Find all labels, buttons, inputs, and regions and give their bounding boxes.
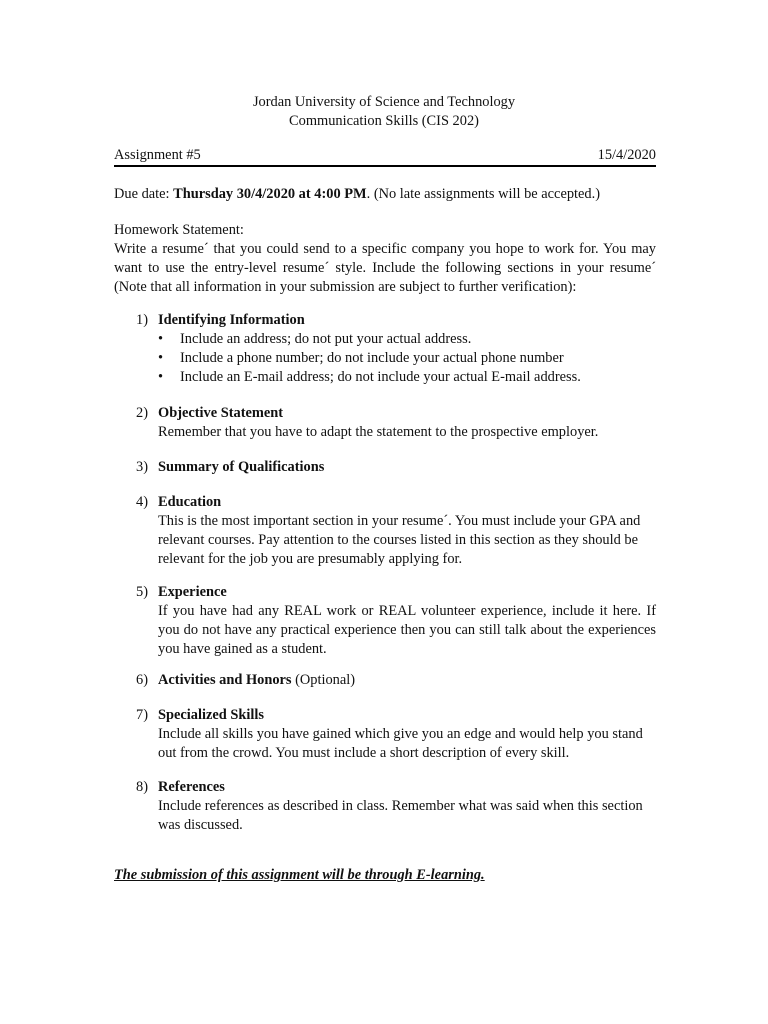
- homework-text: Write a resume´ that you could send to a specific company you hope to work for. You may want to use the entry-level resume´ style. Include the following sections in your resume´ (Note that all information in your submission are subject to further verification):: [114, 241, 656, 295]
- section-title: Education: [158, 494, 222, 510]
- assignment-row: [114, 146, 656, 167]
- section-number: 8): [136, 779, 148, 795]
- section-text: This is the most important section in your resume´. You must include your GPA and relevant courses. Pay attention to the courses listed in this section as they should be relevant for the job you are presumably applying for.: [158, 513, 641, 567]
- section-number: 7): [136, 707, 148, 723]
- section-references: [136, 778, 656, 835]
- section-specialized-skills: [136, 706, 656, 763]
- section-number: 6): [136, 672, 148, 688]
- section-body: [158, 423, 656, 442]
- section-objective-statement: [136, 404, 656, 442]
- homework-heading: Homework Statement:: [114, 222, 244, 238]
- due-suffix: . (No late assignments will be accepted.): [366, 186, 600, 202]
- section-body: [158, 797, 656, 835]
- due-datetime: Thursday 30/4/2020 at 4:00 PM: [173, 186, 367, 202]
- section-text: If you have had any REAL work or REAL volunteer experience, include it here. If you do not have any practical experience then you can still talk about the experiences you have gained as a student.: [158, 603, 656, 657]
- submission-note: The submission of this assignment will be through E-learning.: [114, 867, 485, 883]
- list-item: [158, 368, 656, 387]
- bullet-text: Include an address; do not put your actual address.: [180, 331, 472, 347]
- section-education: [136, 493, 656, 569]
- section-title: References: [158, 779, 225, 795]
- section-number: 2): [136, 405, 148, 421]
- section-title: Activities and Honors: [158, 672, 292, 688]
- bullet-icon: •: [158, 369, 164, 385]
- section-title-suffix: (Optional): [291, 672, 356, 688]
- section-number: 1): [136, 312, 148, 328]
- section-body: [158, 602, 656, 659]
- bullet-icon: •: [158, 350, 164, 366]
- section-text: Include all skills you have gained which give you an edge and would help you stand out from the crowd. You must include a short description of every skill.: [158, 726, 643, 761]
- section-number: 3): [136, 459, 148, 475]
- section-title: Objective Statement: [158, 405, 284, 421]
- section-summary-of-qualifications: [136, 458, 656, 477]
- bullet-text: Include an E-mail address; do not include your actual E-mail address.: [180, 369, 581, 385]
- section-body: [158, 512, 656, 569]
- section-activities-and-honors: [136, 671, 656, 690]
- bullet-list: [158, 330, 656, 387]
- list-item: [158, 349, 656, 368]
- section-title: Specialized Skills: [158, 707, 264, 723]
- section-number: 4): [136, 494, 148, 510]
- due-prefix: Due date:: [114, 186, 174, 202]
- section-title-wrap: [158, 671, 355, 690]
- section-identifying-information: [136, 311, 656, 387]
- course-name: Communication Skills (CIS 202): [289, 113, 479, 129]
- section-title: Summary of Qualifications: [158, 459, 325, 475]
- due-date-line: [114, 185, 656, 204]
- section-text: Include references as described in class. Remember what was said when this section was discussed.: [158, 798, 643, 833]
- assignment-label: Assignment #5: [114, 147, 201, 163]
- document-header: [0, 93, 768, 131]
- list-item: [158, 330, 656, 349]
- bullet-icon: •: [158, 331, 164, 347]
- section-body: [158, 330, 656, 387]
- section-number: 5): [136, 584, 148, 600]
- bullet-text: Include a phone number; do not include your actual phone number: [180, 350, 564, 366]
- section-text: Remember that you have to adapt the statement to the prospective employer.: [158, 424, 599, 440]
- section-title: Experience: [158, 584, 227, 600]
- university-name: Jordan University of Science and Technology: [252, 94, 516, 110]
- section-title: Identifying Information: [158, 312, 305, 328]
- section-experience: [136, 583, 656, 659]
- assignment-date: 15/4/2020: [597, 147, 656, 163]
- homework-statement: [114, 221, 656, 297]
- section-body: [158, 725, 656, 763]
